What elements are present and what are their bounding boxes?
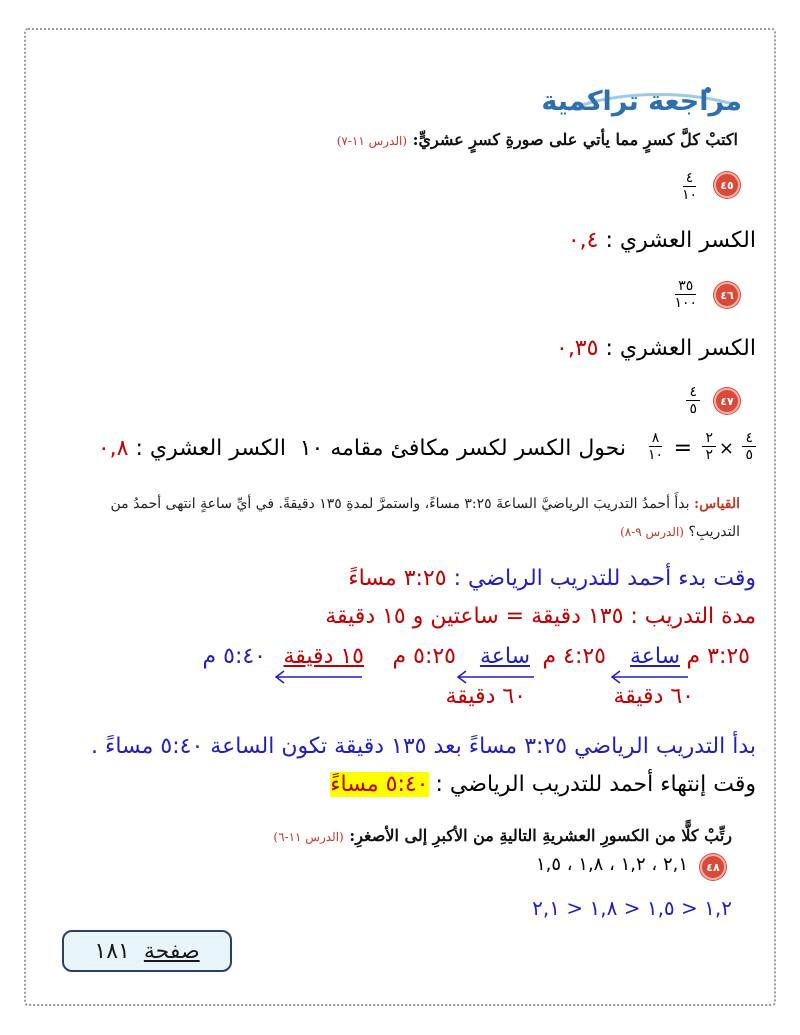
page-number-tag — [62, 930, 232, 972]
answer-label: الكسر العشري : — [135, 436, 286, 461]
fraction-denominator: ٢ — [705, 447, 713, 463]
duration-line — [325, 604, 756, 629]
fraction-numerator: ٢ — [702, 430, 716, 447]
fraction-denominator: ٥ — [745, 447, 753, 463]
question-badge-46: ٤٦ — [714, 282, 740, 308]
instruction-lesson: (الدرس ١١-٧) — [336, 134, 408, 148]
step-1-label: ساعة — [629, 644, 680, 669]
time-1: ٣:٢٥ م — [686, 644, 750, 669]
minutes-sub-2: ٦٠ دقيقة — [445, 684, 526, 709]
q48-instruction — [273, 826, 732, 845]
fraction-q45 — [679, 170, 700, 203]
measure-text: بدأَ أحمدُ التدريبَ الرياضيَّ الساعةَ ٣:٢٥ مساءً، واستمرَّ لمدةِ ١٣٥ دقيقةً. في أيِّ ساعةٍ انتهى أحمدُ من التدريبِ؟ — [110, 496, 740, 540]
measure-problem — [60, 490, 740, 546]
fraction-q47 — [686, 384, 700, 417]
step-2-label: ساعة — [479, 644, 530, 669]
fraction-numerator: ٨ — [649, 430, 663, 447]
measure-lesson: (الدرس ٩-٨) — [620, 525, 684, 539]
arrow-3 — [274, 670, 364, 684]
question-badge-45: ٤٥ — [714, 172, 740, 198]
fraction-numerator: ٣٥ — [675, 278, 696, 295]
equals-sign: = — [673, 436, 692, 461]
duration-label: مدة التدريب : — [630, 604, 756, 629]
question-badge-47: ٤٧ — [714, 388, 740, 414]
answer-q45 — [568, 228, 756, 253]
time-4: ٥:٤٠ م — [202, 644, 266, 669]
step-3-label: ١٥ دقيقة — [283, 644, 364, 669]
summary-line: بدأ التدريب الرياضي ٣:٢٥ مساءً بعد ١٣٥ دقيقة تكون الساعة ٥:٤٠ مساءً . — [90, 734, 756, 759]
fraction-denominator: ١٠ — [647, 447, 663, 463]
arrow-1 — [610, 670, 690, 684]
answer-q47 — [98, 436, 286, 461]
instruction-text: اكتبْ كلَّ كسرٍ مما يأتي على صورةِ كسرٍ عشريٍّ: — [412, 130, 738, 149]
q48-instruction-text: رتِّبْ كلًّا من الكسورِ العشريةِ التاليةِ من الأكبرِ إلى الأصغرِ: — [349, 826, 732, 845]
page-title: مراجعة تراكمية — [541, 86, 742, 117]
fraction-denominator: ١٠٠ — [674, 295, 697, 311]
fraction-numerator: ٤ — [686, 384, 700, 401]
fraction-denominator: ١٠ — [681, 187, 697, 203]
question-badge-48: ٤٨ — [700, 854, 726, 880]
start-time-line — [348, 566, 756, 591]
arrow-2 — [456, 670, 536, 684]
start-label: وقت بدء أحمد للتدريب الرياضي : — [453, 566, 756, 591]
start-value: ٣:٢٥ مساءً — [348, 566, 447, 591]
answer-value: ٠,٤ — [567, 228, 599, 253]
answer-value: ٠,٨ — [97, 436, 129, 461]
q48-lesson: (الدرس ١١-٦) — [273, 830, 344, 844]
q48-answer: ١,٢ < ١,٥ < ١,٨ < ٢,١ — [532, 896, 732, 920]
answer-label: الكسر العشري : — [605, 228, 756, 253]
fraction-numerator: ٤ — [742, 430, 756, 447]
page-number: ١٨١ — [94, 938, 130, 964]
measure-keyword: القياس: — [694, 496, 740, 512]
instruction — [337, 130, 738, 149]
answer-q46 — [556, 336, 756, 361]
page-word: صفحة — [143, 938, 200, 964]
multiply-sign: × — [718, 438, 734, 459]
fraction-denominator: ٥ — [689, 401, 697, 417]
fraction-result — [645, 430, 666, 463]
fraction-numerator: ٤ — [683, 170, 697, 187]
fraction-multiplier — [702, 430, 716, 463]
q48-values: ٢,١ ، ١,٢ ، ١,٨ ، ١,٥ — [535, 854, 688, 875]
fraction-q46 — [671, 278, 700, 311]
minutes-sub-1: ٦٠ دقيقة — [613, 684, 694, 709]
answer-value: ٠,٣٥ — [556, 336, 599, 361]
end-value: ٥:٤٠ مساءً — [330, 772, 429, 797]
fraction-original — [742, 430, 756, 463]
convert-text: نحول الكسر لكسر مكافئ مقامه ١٠ — [299, 436, 626, 461]
q47-working — [44, 430, 756, 474]
time-steps — [44, 640, 756, 720]
duration-value: ١٣٥ دقيقة = ساعتين و ١٥ دقيقة — [325, 604, 624, 629]
answer-label: الكسر العشري : — [605, 336, 756, 361]
time-2: ٤:٢٥ م — [542, 644, 606, 669]
end-label: وقت إنتهاء أحمد للتدريب الرياضي : — [435, 772, 756, 797]
end-time-line — [330, 772, 756, 797]
time-3: ٥:٢٥ م — [392, 644, 456, 669]
